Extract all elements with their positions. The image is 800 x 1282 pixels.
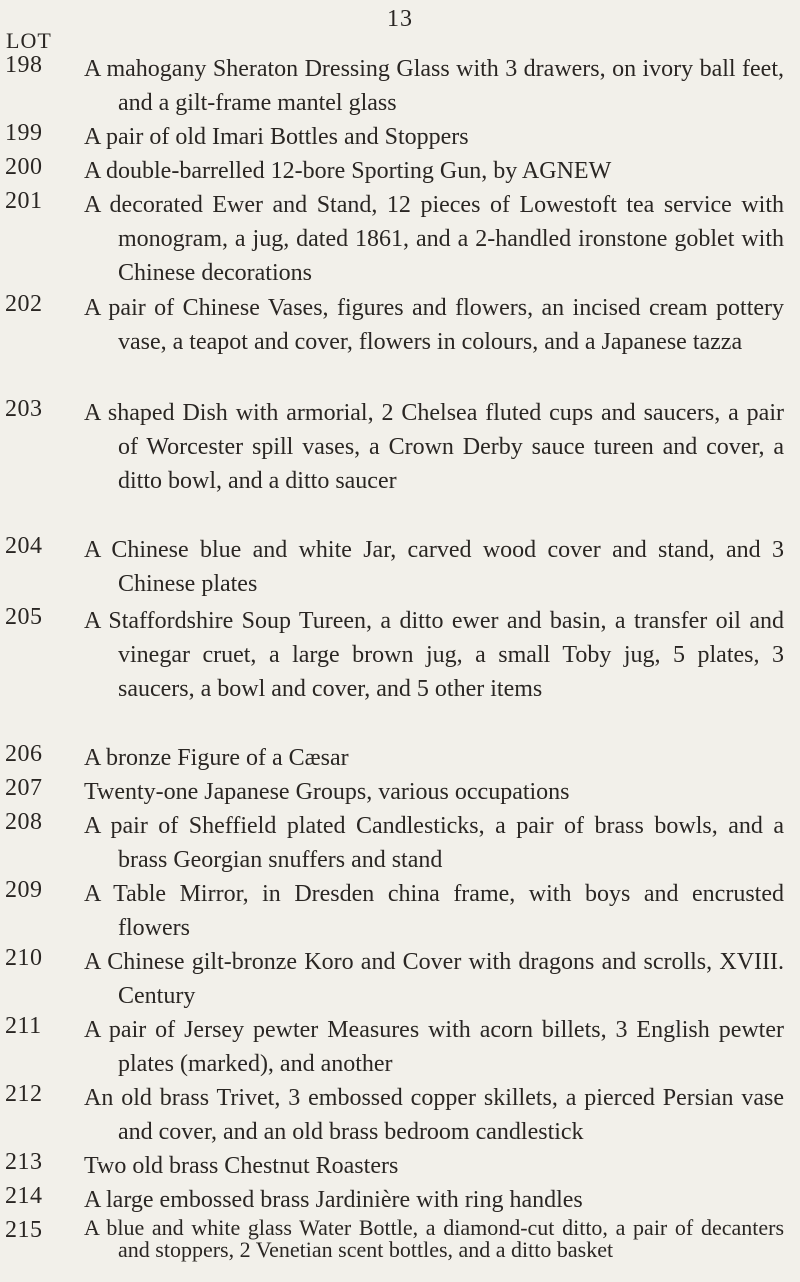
lot-description: A pair of old Imari Bottles and Stoppers	[84, 124, 469, 150]
lot-description: A shaped Dish with armorial, 2 Chelsea fluted cups and saucers, a pair of Worcester spill vases, a Crown Derby sauce tureen and cover, a ditto bowl, and a ditto saucer	[84, 400, 784, 494]
lot-column-header: LOT	[6, 28, 52, 53]
lot-description: A Chinese gilt-bronze Koro and Cover with dragons and scrolls, XVIII. Century	[84, 949, 784, 1009]
lot-number: 210	[5, 945, 43, 971]
lot-number: 207	[5, 775, 43, 801]
lot-description: A bronze Figure of a Cæsar	[84, 745, 349, 771]
lot-description: A Table Mirror, in Dresden china frame, with boys and encrusted flowers	[84, 881, 784, 941]
lot-number: 200	[5, 154, 43, 180]
lot-number: 202	[5, 291, 43, 317]
lot-number: 212	[5, 1081, 43, 1107]
lot-number: 213	[5, 1149, 43, 1175]
lot-number: 203	[5, 396, 43, 422]
lot-number: 206	[5, 741, 43, 767]
lot-description: A double-barrelled 12-bore Sporting Gun, by AGNEW	[84, 158, 612, 184]
lot-description: A mahogany Sheraton Dressing Glass with 3 drawers, on ivory ball feet, and a gilt-frame mantel glass	[84, 56, 784, 116]
lot-description: Twenty-one Japanese Groups, various occupations	[84, 779, 570, 805]
lot-description: Two old brass Chestnut Roasters	[84, 1153, 399, 1179]
lot-number: 198	[5, 52, 43, 78]
lot-number: 211	[5, 1013, 42, 1039]
lot-description: A pair of Jersey pewter Measures with acorn billets, 3 English pewter plates (marked), and another	[84, 1017, 784, 1077]
lot-number: 199	[5, 120, 43, 146]
lot-number: 208	[5, 809, 43, 835]
lot-number: 201	[5, 188, 43, 214]
lot-description: A blue and white glass Water Bottle, a diamond-cut ditto, a pair of decanters and stoppers, 2 Venetian scent bottles, and a ditto basket	[84, 1215, 784, 1262]
lot-number: 215	[5, 1217, 43, 1243]
lot-number: 214	[5, 1183, 43, 1209]
lot-description: A decorated Ewer and Stand, 12 pieces of Lowestoft tea service with monogram, a jug, dated 1861, and a 2-handled ironstone goblet with Chinese decorations	[84, 192, 784, 286]
lot-number: 204	[5, 533, 43, 559]
lot-description: An old brass Trivet, 3 embossed copper skillets, a pierced Persian vase and cover, and an old brass bedroom candlestick	[84, 1085, 784, 1145]
lot-description: A Staffordshire Soup Tureen, a ditto ewer and basin, a transfer oil and vinegar cruet, a large brown jug, a small Toby jug, 5 plates, 3 saucers, a bowl and cover, and 5 other items	[84, 608, 784, 702]
lot-description: A Chinese blue and white Jar, carved wood cover and stand, and 3 Chinese plates	[84, 537, 784, 597]
page-number: 13	[387, 6, 413, 32]
lot-description: A large embossed brass Jardinière with ring handles	[84, 1187, 583, 1213]
lot-description: A pair of Sheffield plated Candlesticks, a pair of brass bowls, and a brass Georgian snuffers and stand	[84, 813, 784, 873]
lot-description: A pair of Chinese Vases, figures and flowers, an incised cream pottery vase, a teapot and cover, flowers in colours, and a Japanese tazza	[84, 295, 784, 355]
lot-number: 205	[5, 604, 43, 630]
lot-number: 209	[5, 877, 43, 903]
